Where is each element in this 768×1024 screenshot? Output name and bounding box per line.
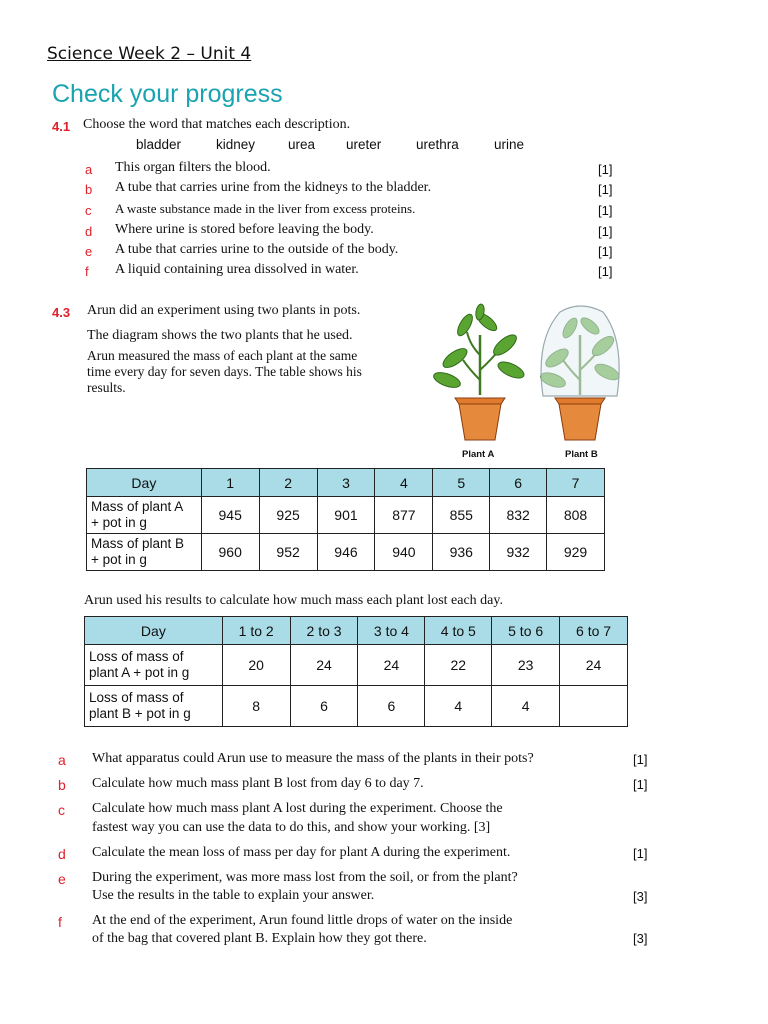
question-number-4-1: 4.1 <box>52 119 71 134</box>
item-text: Where urine is stored before leaving the body. <box>115 222 374 237</box>
item-marks: [1] <box>598 224 613 239</box>
table-header-row <box>87 469 605 497</box>
item-text: A tube that carries urine to the outside of the body. <box>115 242 399 257</box>
question-4-3-line: results. <box>87 380 126 395</box>
table-cell: 946 <box>317 534 375 571</box>
word-bank-item: urethra <box>416 137 459 152</box>
table-cell: 901 <box>317 497 375 534</box>
word-bank <box>136 137 544 152</box>
table-cell: 925 <box>259 497 317 534</box>
table-header-cell: 6 to 7 <box>560 617 628 645</box>
table-header-cell: 1 to 2 <box>222 617 290 645</box>
row-label-line: plant A + pot in g <box>89 665 190 680</box>
row-label <box>85 686 223 727</box>
item-letter: a <box>58 752 66 768</box>
table-cell: 936 <box>433 534 490 571</box>
item-letter: f <box>85 264 89 279</box>
row-label-line: + pot in g <box>91 552 147 567</box>
page-header: Science Week 2 – Unit 4 <box>47 44 252 64</box>
question-4-3-line: time every day for seven days. The table shows his <box>87 364 362 379</box>
table-header-cell: 5 <box>433 469 490 497</box>
item-letter: f <box>58 914 62 930</box>
item-marks: [3] <box>633 931 648 946</box>
item-letter: d <box>85 224 93 239</box>
question-4-1-prompt: Choose the word that matches each description. <box>83 117 351 132</box>
table-cell <box>560 686 628 727</box>
table-header-cell: Day <box>87 469 202 497</box>
item-text-line2: Use the results in the table to explain your answer. <box>92 888 375 903</box>
row-label-line: Mass of plant B <box>91 536 185 551</box>
table-header-cell: 3 to 4 <box>358 617 425 645</box>
table-header-cell: 7 <box>547 469 605 497</box>
plants-illustration <box>425 300 625 450</box>
word-bank-item: urea <box>288 137 316 152</box>
item-marks: [1] <box>598 264 613 279</box>
item-text: During the experiment, was more mass lost from the soil, or from the plant? <box>92 870 518 885</box>
item-text: Calculate the mean loss of mass per day for plant A during the experiment. <box>92 845 511 860</box>
table-cell: 24 <box>358 645 425 686</box>
table-cell: 8 <box>222 686 290 727</box>
question-number-4-3: 4.3 <box>52 305 71 320</box>
plant-a-label: Plant A <box>462 449 495 460</box>
table-row <box>85 686 628 727</box>
table-cell: 940 <box>375 534 433 571</box>
item-marks: [1] <box>598 182 613 197</box>
table-cell: 22 <box>425 645 492 686</box>
loss-table <box>84 616 628 727</box>
table-header-cell: 2 to 3 <box>290 617 358 645</box>
table-header-cell: 6 <box>490 469 547 497</box>
question-4-3-line: The diagram shows the two plants that he used. <box>87 328 353 343</box>
mass-table <box>86 468 605 571</box>
row-label <box>87 534 202 571</box>
item-text-line2: of the bag that covered plant B. Explain how they got there. <box>92 931 427 946</box>
table-cell: 20 <box>222 645 290 686</box>
table-cell: 4 <box>425 686 492 727</box>
item-marks: [1] <box>598 203 613 218</box>
item-marks: [1] <box>598 244 613 259</box>
table-cell: 945 <box>201 497 259 534</box>
plant-a-icon <box>432 303 526 440</box>
word-bank-item: bladder <box>136 137 182 152</box>
row-label-line: Loss of mass of <box>89 649 184 664</box>
table-header-cell: 4 to 5 <box>425 617 492 645</box>
table-header-row <box>85 617 628 645</box>
row-label <box>85 645 223 686</box>
item-marks: [1] <box>633 846 648 861</box>
row-label-line: Mass of plant A <box>91 499 184 514</box>
item-marks: [3] <box>633 889 648 904</box>
table-header-cell: 1 <box>201 469 259 497</box>
table-cell: 929 <box>547 534 605 571</box>
table-header-cell: 2 <box>259 469 317 497</box>
row-label <box>87 497 202 534</box>
item-text: A waste substance made in the liver from excess proteins. <box>115 201 416 216</box>
item-letter: e <box>85 244 93 259</box>
item-text-line2: fastest way you can use the data to do this, and show your working. [3] <box>92 820 491 835</box>
item-text: This organ filters the blood. <box>115 160 271 175</box>
table-cell: 960 <box>201 534 259 571</box>
item-text: Calculate how much mass plant B lost from day 6 to day 7. <box>92 776 424 791</box>
row-label-line: plant B + pot in g <box>89 706 191 721</box>
item-marks: [1] <box>598 162 613 177</box>
item-text: Calculate how much mass plant A lost during the experiment. Choose the <box>92 801 503 816</box>
word-bank-item: ureter <box>346 137 382 152</box>
table-cell: 808 <box>547 497 605 534</box>
between-text: Arun used his results to calculate how much mass each plant lost each day. <box>84 593 503 608</box>
item-letter: b <box>85 182 93 197</box>
row-label-line: Loss of mass of <box>89 690 184 705</box>
item-letter: e <box>58 871 66 887</box>
item-letter: a <box>85 162 93 177</box>
item-letter: b <box>58 777 66 793</box>
item-text: A tube that carries urine from the kidneys to the bladder. <box>115 180 432 195</box>
table-header-cell: 4 <box>375 469 433 497</box>
table-cell: 952 <box>259 534 317 571</box>
item-letter: c <box>85 203 92 218</box>
plant-b-label: Plant B <box>565 449 598 460</box>
plant-b-icon <box>539 306 622 440</box>
table-cell: 4 <box>492 686 560 727</box>
table-cell: 855 <box>433 497 490 534</box>
table-row <box>87 534 605 571</box>
table-cell: 877 <box>375 497 433 534</box>
word-bank-item: kidney <box>216 137 256 152</box>
table-cell: 832 <box>490 497 547 534</box>
item-text: At the end of the experiment, Arun found little drops of water on the inside <box>92 913 513 928</box>
table-header-cell: Day <box>85 617 223 645</box>
word-bank-item: urine <box>494 137 525 152</box>
question-4-3-line: Arun did an experiment using two plants in pots. <box>87 303 361 318</box>
table-cell: 24 <box>290 645 358 686</box>
table-header-cell: 5 to 6 <box>492 617 560 645</box>
table-cell: 6 <box>290 686 358 727</box>
question-4-3-line: Arun measured the mass of each plant at the same <box>87 348 358 363</box>
table-header-cell: 3 <box>317 469 375 497</box>
item-text: What apparatus could Arun use to measure the mass of the plants in their pots? <box>92 751 534 766</box>
table-cell: 23 <box>492 645 560 686</box>
item-marks: [1] <box>633 777 648 792</box>
item-text: A liquid containing urea dissolved in water. <box>115 262 359 277</box>
table-cell: 932 <box>490 534 547 571</box>
item-letter: c <box>58 802 65 818</box>
item-marks: [1] <box>633 752 648 767</box>
table-row <box>87 497 605 534</box>
row-label-line: + pot in g <box>91 515 147 530</box>
table-cell: 6 <box>358 686 425 727</box>
page-title: Check your progress <box>52 80 283 108</box>
item-letter: d <box>58 846 66 862</box>
table-row <box>85 645 628 686</box>
table-cell: 24 <box>560 645 628 686</box>
